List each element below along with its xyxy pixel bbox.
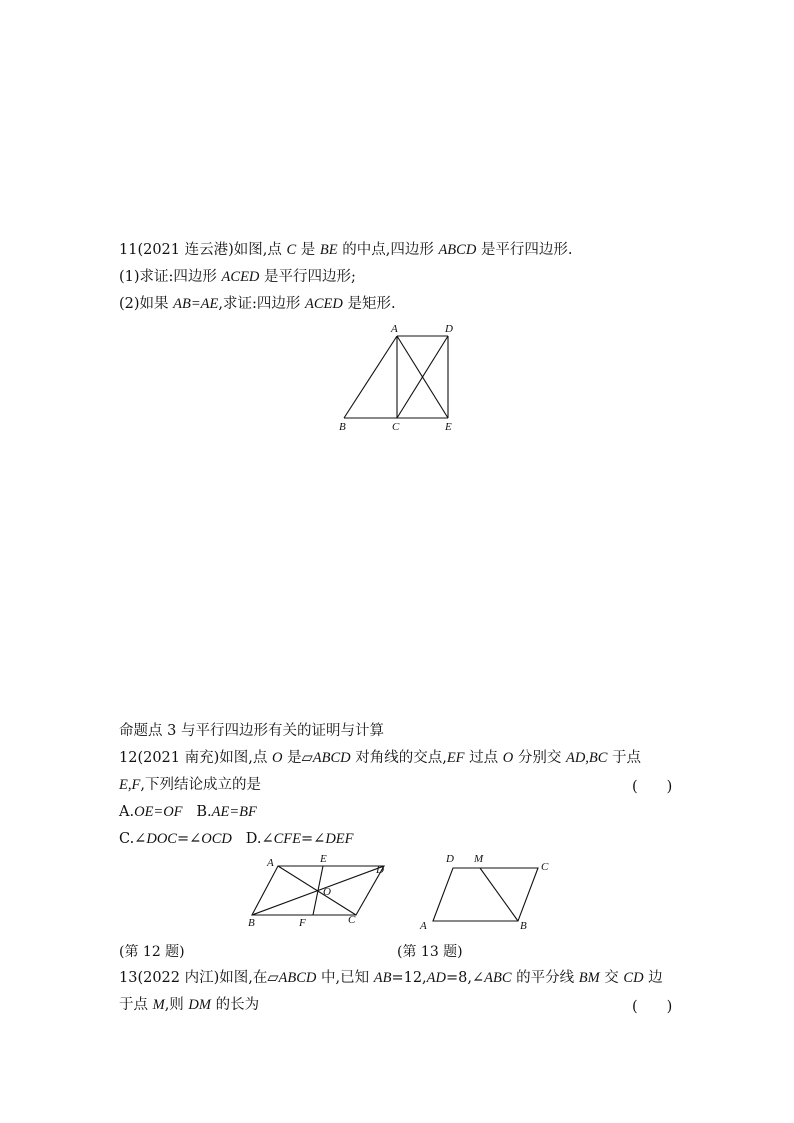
figure-12-caption: (第 12 题) — [119, 944, 185, 960]
problem-11-stem: 11(2021 连云港)如图,点 C 是 BE 的中点,四边形 ABCD 是平行四边形. — [119, 242, 573, 258]
label-a: A — [420, 920, 427, 932]
label-b: B — [339, 421, 346, 433]
label-e: E — [320, 853, 327, 865]
problem-11-part-2: (2)如果 AB=AE,求证:四边形 ACED 是矩形. — [119, 296, 396, 312]
label-d: D — [446, 853, 454, 865]
section-heading: 命题点 3 与平行四边形有关的证明与计算 — [119, 723, 384, 739]
label-o: O — [323, 886, 331, 898]
label-b: B — [520, 920, 527, 932]
problem-12-answer-blank[interactable]: ( ) — [632, 779, 673, 795]
problem-13-stem: 13(2022 内江)如图,在▱ABCD 中,已知 AB=12,AD=8,∠ABC 的平分线 BM 交 CD 边 — [119, 970, 663, 986]
option-b[interactable]: B.AE=BF — [196, 804, 257, 820]
segment-bm — [480, 868, 518, 921]
label-d: D — [376, 864, 384, 876]
figure-13-caption: (第 13 题) — [397, 944, 463, 960]
label-a: A — [391, 323, 398, 335]
label-m: M — [474, 853, 484, 865]
label-f: F — [299, 917, 306, 929]
problem-12-stem: 12(2021 南充)如图,点 O 是▱ABCD 对角线的交点,EF 过点 O 分别交 AD,BC 于点 — [119, 750, 642, 766]
problem-11-part-1: (1)求证:四边形 ACED 是平行四边形; — [119, 269, 356, 285]
label-c: C — [392, 421, 400, 433]
option-c[interactable]: C.∠DOC=∠OCD — [119, 831, 232, 847]
label-a: A — [267, 857, 274, 869]
label-d: D — [445, 323, 453, 335]
label-e: E — [445, 421, 452, 433]
label-b: B — [248, 917, 255, 929]
label-c: C — [348, 914, 356, 926]
problem-13-answer-blank[interactable]: ( ) — [632, 999, 673, 1015]
problem-12-stem-line-2: E,F,下列结论成立的是 — [119, 777, 261, 793]
label-c: C — [541, 861, 549, 873]
problem-13-stem-line-2: 于点 M,则 DM 的长为 — [119, 997, 260, 1013]
option-a[interactable]: A.OE=OF — [119, 804, 183, 820]
option-d[interactable]: D.∠CFE=∠DEF — [245, 831, 354, 847]
